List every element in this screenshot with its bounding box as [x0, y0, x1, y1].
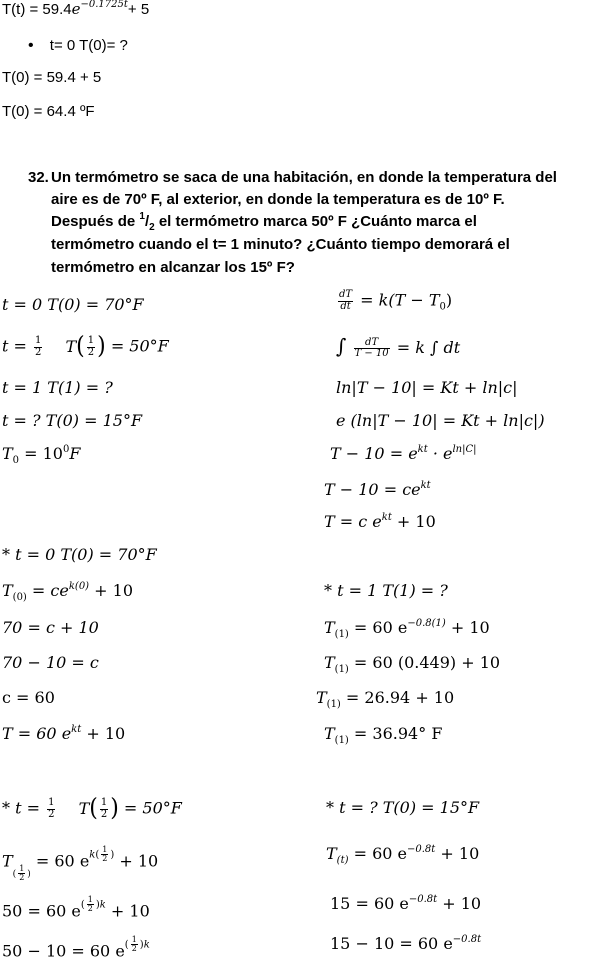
case-q-line-2: 15 = 60 $e^{-0.8t} + 10$ — [330, 894, 482, 913]
case-zero-line-5: T = 60 $e^{kt} + 10$ — [2, 724, 126, 743]
case-zero-line-2: 70 = c + 10 — [2, 618, 99, 637]
case-one-line-3: $T_{(1)} = 26.94 + 10$ — [316, 688, 455, 710]
intro-formula: $T(t) = 59.4e^{-0.1725t}+ 5$ — [2, 0, 150, 18]
bullet-icon: • — [28, 37, 34, 54]
data-row-5: $T_0 = 10^0F$ — [2, 444, 81, 466]
ode-row-4: e (ln|T − 10| = Kt + ln|c|) — [336, 411, 545, 430]
case-one-line-1: $T_{(1)} = 60$ $e^{-0.8(1)} + 10$ — [324, 618, 490, 640]
intro-line-3: T(0) = 59.4 + 5 — [2, 69, 102, 86]
data-row-1: t = 0 T(0) = 70°F — [2, 295, 144, 314]
data-row-3: t = 1 T(1) = ? — [2, 378, 113, 397]
case-one-head: * t = 1 T(1) = ? — [324, 581, 448, 600]
intro-line-4: T(0) = 64.4 ºF — [2, 103, 95, 120]
ode-row-5: $T - 10 = e^{kt} \cdot e^{ln|C|}$ — [330, 444, 477, 463]
case-zero-line-1: $T_{(0)} = ce^{k(0)} + 10$ — [2, 581, 134, 603]
case-zero-line-3: 70 − 10 = c — [2, 653, 99, 672]
data-row-4: t = ? T(0) = 15°F — [2, 411, 143, 430]
intro-bullet-item: • t= 0 T(0)= ? — [28, 37, 128, 54]
ode-row-1: $\frac{dT}{dt}$ = $k(T - T_0)$ — [339, 289, 453, 313]
problem-line-5: termómetro en alcanzar los 15º F? — [51, 259, 295, 276]
case-half-line-2: 50 = 60 e( $\frac{1}{2}$ )k + 10 — [2, 895, 150, 921]
case-q-line-1: $T_{(t)} = 60$ $e^{-0.8t} + 10$ — [326, 844, 480, 866]
problem-line-3: Después de $^1/_2$ el termómetro marca 50º F ¿Cuánto marca el — [51, 211, 477, 233]
problem-number: 32. — [28, 169, 49, 186]
ode-row-2: ∫ $\frac{dT}{T - 10}$ = k ∫ dt — [336, 334, 461, 359]
problem-line-4: termómetro cuando el t= 1 minuto? ¿Cuánto tiempo demorará el — [51, 236, 510, 253]
case-q-head: * t = ? T(0) = 15°F — [326, 798, 480, 817]
ode-row-3: ln|T − 10| = Kt + ln|c| — [336, 378, 518, 397]
case-one-line-4: $T_{(1)} = 36.94^\circ$ F — [324, 724, 443, 746]
ode-row-7: T = c $e^{kt} + 10$ — [324, 512, 436, 531]
case-one-line-2: $T_{(1)} = 60$ (0.449) + 10 — [324, 653, 501, 675]
case-q-line-3: 15 − 10 = 60 $e^{-0.8t}$ — [330, 934, 482, 953]
ode-row-6: $T - 10 = ce^{kt}$ — [324, 480, 431, 499]
problem-line-1: Un termómetro se saca de una habitación, en donde la temperatura del — [51, 169, 557, 186]
case-half-line-1: T( $\frac{1}{2}$ ) = 60 ek( $\frac{1}{2}$ ) + 10 — [2, 845, 159, 883]
problem-line-2: aire es de 70º F, al exterior, en donde la temperatura es de 10º F. — [51, 191, 505, 208]
case-zero-line-4: c = 60 — [2, 688, 55, 707]
case-half-line-3: 50 − 10 = 60 e( $\frac{1}{2}$ )k — [2, 935, 150, 960]
data-row-2: t = $\frac{1}{2}$ T( $\frac{1}{2}$ ) = 50°F — [2, 332, 169, 361]
case-half-head: * t = $\frac{1}{2}$ T( $\frac{1}{2}$ ) = 50°F — [2, 794, 182, 823]
case-zero-head: * t = 0 T(0) = 70°F — [2, 545, 157, 564]
